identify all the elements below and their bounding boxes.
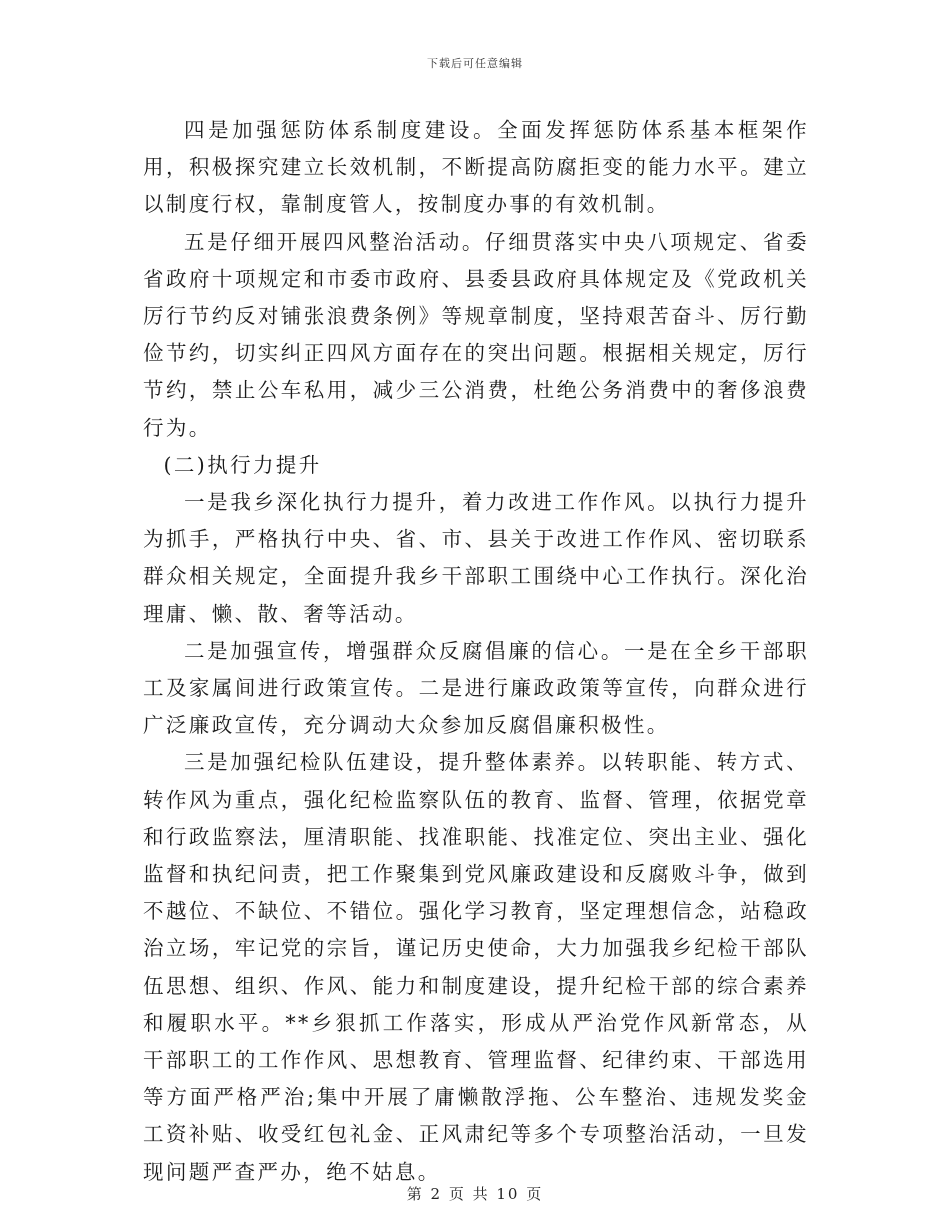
paragraph-3-team-building: 三是加强纪检队伍建设，提升整体素养。以转职能、转方式、转作风为重点，强化纪检监察队伍的教育、监督、管理，依据党章和行政监察法，厘清职能、找准职能、找准定位、突出主业、强化监督和执纪问责，把工作聚集到党风廉政建设和反腐败斗争，做到不越位、不缺位、不错位。强化学习教育，坚定理想信念，站稳政治立场，牢记党的宗旨，谨记历史使命，大力加强我乡纪检干部队伍思想、组织、作风、能力和制度建设，提升纪检干部的综合素养和履职水平。**乡狠抓工作落实，形成从严治党作风新常态，从干部职工的工作作风、思想教育、管理监督、纪律约束、干部选用等方面严格严治;集中开展了庸懒散浮拖、公车整治、违规发奖金工资补贴、收受红包礼金、正风肃纪等多个专项整治活动，一旦发现问题严查严办，绝不姑息。	[143, 750, 809, 1184]
page-header-note: 下载后可任意编辑	[427, 57, 523, 70]
paragraph-4-anticorruption-system: 四是加强惩防体系制度建设。全面发挥惩防体系基本框架作用，积极探究建立长效机制，不断提高防腐拒变的能力水平。建立以制度行权，靠制度管人，按制度办事的有效机制。	[143, 118, 809, 217]
paragraph-1-execution-improvement: 一是我乡深化执行力提升，着力改进工作作风。以执行力提升为抓手，严格执行中央、省、市、县关于改进工作作风、密切联系群众相关规定，全面提升我乡干部职工围绕中心工作执行。深化治理庸、懒、散、奢等活动。	[143, 490, 809, 626]
section-heading-execution: (二)执行力提升	[163, 452, 322, 477]
paragraph-5-four-styles-rectification: 五是仔细开展四风整治活动。仔细贯落实中央八项规定、省委省政府十项规定和市委市政府、县委县政府具体规定及《党政机关厉行节约反对铺张浪费条例》等规章制度，坚持艰苦奋斗、厉行勤俭节约，切实纠正四风方面存在的突出问题。根据相关规定，厉行节约，禁止公车私用，减少三公消费，杜绝公务消费中的奢侈浪费行为。	[143, 229, 809, 440]
paragraph-2-publicity: 二是加强宣传，增强群众反腐倡廉的信心。一是在全乡干部职工及家属间进行政策宣传。二是进行廉政政策等宣传，向群众进行广泛廉政宣传，充分调动大众参加反腐倡廉积极性。	[143, 638, 809, 738]
document-body	[143, 112, 809, 1191]
page-number-footer: 第 2 页 共 10 页	[406, 1185, 544, 1203]
